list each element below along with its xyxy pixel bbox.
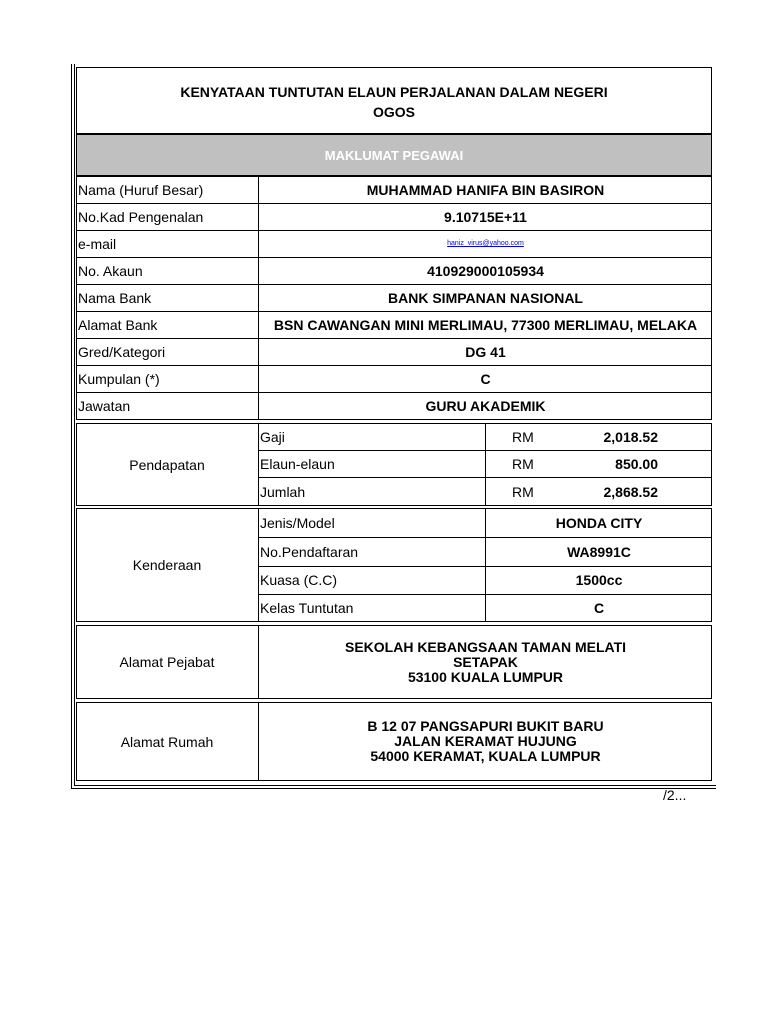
field-value-jawatan: GURU AKADEMIK bbox=[425, 398, 546, 414]
field-value-gred: DG 41 bbox=[465, 343, 506, 360]
field-label-nama: Nama (Huruf Besar) bbox=[78, 181, 204, 198]
kenderaan-item-jenis: Jenis/Model bbox=[260, 514, 335, 531]
alamat-rumah-line: B 12 07 PANGSAPURI BUKIT BARU bbox=[367, 718, 604, 734]
pendapatan-currency: RM bbox=[512, 455, 534, 472]
kenderaan-item-kelas: Kelas Tuntutan bbox=[260, 600, 354, 616]
alamat-rumah-line: 54000 KERAMAT, KUALA LUMPUR bbox=[370, 748, 601, 764]
alamat-pejabat-label: Alamat Pejabat bbox=[119, 654, 215, 670]
pendapatan-amount-gaji: 2,018.52 bbox=[603, 428, 658, 445]
form-title bbox=[76, 80, 712, 124]
pendapatan-divider bbox=[258, 423, 259, 506]
alamat-rumah-value bbox=[259, 702, 712, 781]
kenderaan-value-kuasa: 1500cc bbox=[575, 572, 623, 588]
field-label-kumpulan: Kumpulan (*) bbox=[78, 370, 160, 387]
field-value-akaun: 410929000105934 bbox=[427, 262, 544, 279]
form-title-line1: KENYATAAN TUNTUTAN ELAUN PERJALANAN DALAM NEGERI bbox=[180, 84, 608, 100]
kenderaan-item-kuasa: Kuasa (C.C) bbox=[260, 572, 338, 588]
pendapatan-item-gaji: Gaji bbox=[260, 428, 285, 445]
field-label-bank: Nama Bank bbox=[78, 289, 152, 306]
field-value-alamat-bank: BSN CAWANGAN MINI MERLIMAU, 77300 MERLIMAU, MELAKA bbox=[273, 316, 698, 333]
field-label-jawatan: Jawatan bbox=[78, 398, 131, 414]
kenderaan-divider bbox=[258, 508, 259, 622]
field-value-kumpulan: C bbox=[480, 370, 491, 387]
page-marker: /2... bbox=[663, 787, 687, 803]
field-value-ic: 9.10715E+11 bbox=[444, 208, 527, 225]
alamat-pejabat-line: SEKOLAH KEBANGSAAN TAMAN MELATI bbox=[344, 638, 627, 655]
pendapatan-amount-jumlah: 2,868.52 bbox=[603, 483, 658, 500]
alamat-pejabat-line: SETAPAK bbox=[453, 653, 518, 670]
kenderaan-label: Kenderaan bbox=[132, 557, 202, 573]
section-header-label: MAKLUMAT PEGAWAI bbox=[324, 147, 464, 163]
kenderaan-value-pendaftaran: WA8991C bbox=[567, 543, 631, 560]
field-value-nama: MUHAMMAD HANIFA BIN BASIRON bbox=[366, 181, 605, 198]
section-header bbox=[76, 134, 712, 176]
pendapatan-item-elaun: Elaun-elaun bbox=[260, 455, 335, 472]
field-label-email: e-mail bbox=[78, 235, 117, 252]
form-title-line2: OGOS bbox=[372, 104, 415, 120]
pendapatan-item-jumlah: Jumlah bbox=[260, 483, 306, 500]
email-link[interactable]: haniz_virus@yahoo.com bbox=[447, 240, 524, 247]
field-value-email-cell bbox=[259, 230, 712, 257]
field-label-ic: No.Kad Pengenalan bbox=[78, 208, 204, 225]
field-label-gred: Gred/Kategori bbox=[78, 343, 166, 360]
field-label-akaun: No. Akaun bbox=[78, 262, 143, 279]
kenderaan-value-kelas: C bbox=[593, 600, 605, 616]
pendapatan-amount-elaun: 850.00 bbox=[615, 455, 658, 472]
pendapatan-currency: RM bbox=[512, 483, 534, 500]
alamat-pejabat-value bbox=[259, 625, 712, 699]
field-value-bank: BANK SIMPANAN NASIONAL bbox=[388, 289, 583, 306]
alamat-pejabat-line: 53100 KUALA LUMPUR bbox=[407, 668, 564, 685]
kenderaan-value-jenis: HONDA CITY bbox=[555, 514, 643, 531]
field-label-alamat-bank: Alamat Bank bbox=[78, 316, 158, 333]
alamat-rumah-label: Alamat Rumah bbox=[120, 733, 214, 750]
alamat-rumah-line: JALAN KERAMAT HUJUNG bbox=[394, 733, 577, 749]
pendapatan-label: Pendapatan bbox=[129, 456, 205, 473]
pendapatan-currency: RM bbox=[512, 428, 534, 445]
pendapatan-divider bbox=[485, 423, 486, 506]
kenderaan-item-pendaftaran: No.Pendaftaran bbox=[260, 543, 359, 560]
